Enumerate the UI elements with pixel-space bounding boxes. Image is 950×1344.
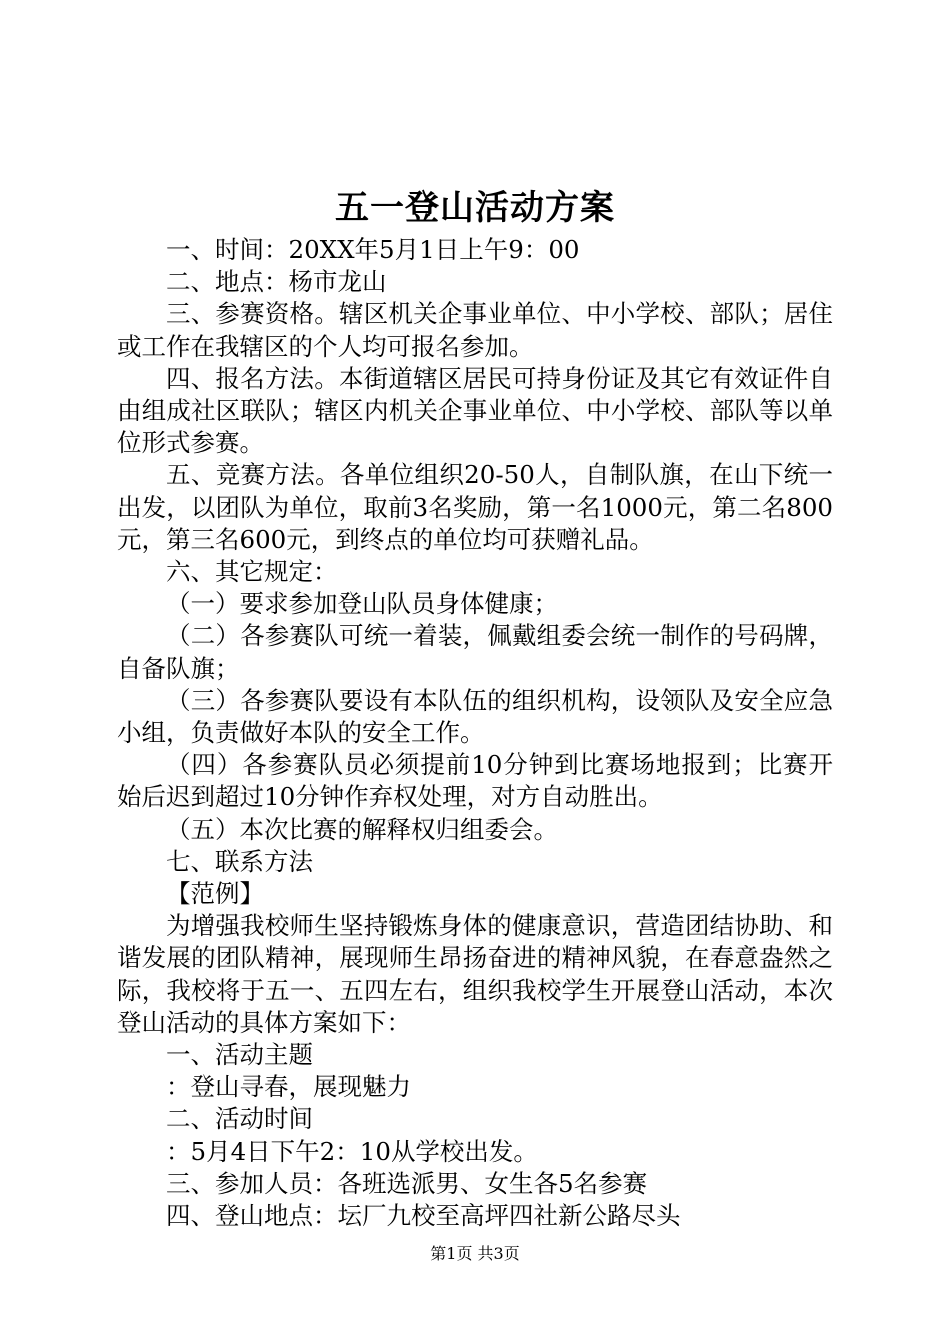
page-indicator: 第1页 共3页 xyxy=(430,1244,520,1263)
paragraph-example-intro: 为增强我校师生坚持锻炼身体的健康意识，营造团结协助、和谐发展的团队精神，展现师生昂扬奋进的精神风貌，在春意盎然之际，我校将于五一、五四左右，组织我校学生开展登山活动，本次登山活动的具体方案如下： xyxy=(117,911,833,1037)
paragraph-rule-4: （四）各参赛队员必须提前10分钟到比赛场地报到；比赛开始后迟到超过10分钟作弃权处理，对方自动胜出。 xyxy=(117,750,833,812)
paragraph-registration: 四、报名方法。本街道辖区居民可持身份证及其它有效证件自由组成社区联队；辖区内机关企事业单位、中小学校、部队等以单位形式参赛。 xyxy=(117,363,833,458)
paragraph-time: 一、时间：20XX年5月1日上午9：00 xyxy=(166,235,580,264)
paragraph-rule-5: （五）本次比赛的解释权归组委会。 xyxy=(166,814,558,844)
paragraph-competition: 五、竞赛方法。各单位组织20-50人，自制队旗，在山下统一出发，以团队为单位，取前3名奖励，第一名1000元，第二名800元，第三名600元，到终点的单位均可获赠礼品。 xyxy=(117,460,833,554)
paragraph-activity-time: ：5月4日下午2：10从学校出发。 xyxy=(166,1136,538,1166)
paragraph-theme-heading: 一、活动主题 xyxy=(166,1040,313,1070)
paragraph-example-label: 【范例】 xyxy=(166,879,264,909)
paragraph-rules-heading: 六、其它规定： xyxy=(166,557,338,587)
document-title: 五一登山活动方案 xyxy=(335,188,615,228)
paragraph-theme: ：登山寻春，展现魅力 xyxy=(166,1072,411,1102)
paragraph-climb-location: 四、登山地点：坛厂九校至高坪四社新公路尽头 xyxy=(166,1201,681,1231)
paragraph-rule-1: （一）要求参加登山队员身体健康； xyxy=(166,589,558,619)
paragraph-rule-3: （三）各参赛队要设有本队伍的组织机构，设领队及安全应急小组，负责做好本队的安全工作。 xyxy=(117,685,833,748)
document-body xyxy=(117,234,833,1232)
paragraph-participants: 三、参加人员：各班选派男、女生各5名参赛 xyxy=(166,1168,648,1198)
paragraph-contact: 七、联系方法 xyxy=(166,846,313,876)
paragraph-activity-time-heading: 二、活动时间 xyxy=(166,1104,313,1134)
paragraph-rule-2: （二）各参赛队可统一着装，佩戴组委会统一制作的号码牌，自备队旗； xyxy=(117,621,833,683)
paragraph-eligibility: 三、参赛资格。辖区机关企事业单位、中小学校、部队；居住或工作在我辖区的个人均可报名参加。 xyxy=(117,299,833,361)
paragraph-location: 二、地点：杨市龙山 xyxy=(166,267,387,297)
